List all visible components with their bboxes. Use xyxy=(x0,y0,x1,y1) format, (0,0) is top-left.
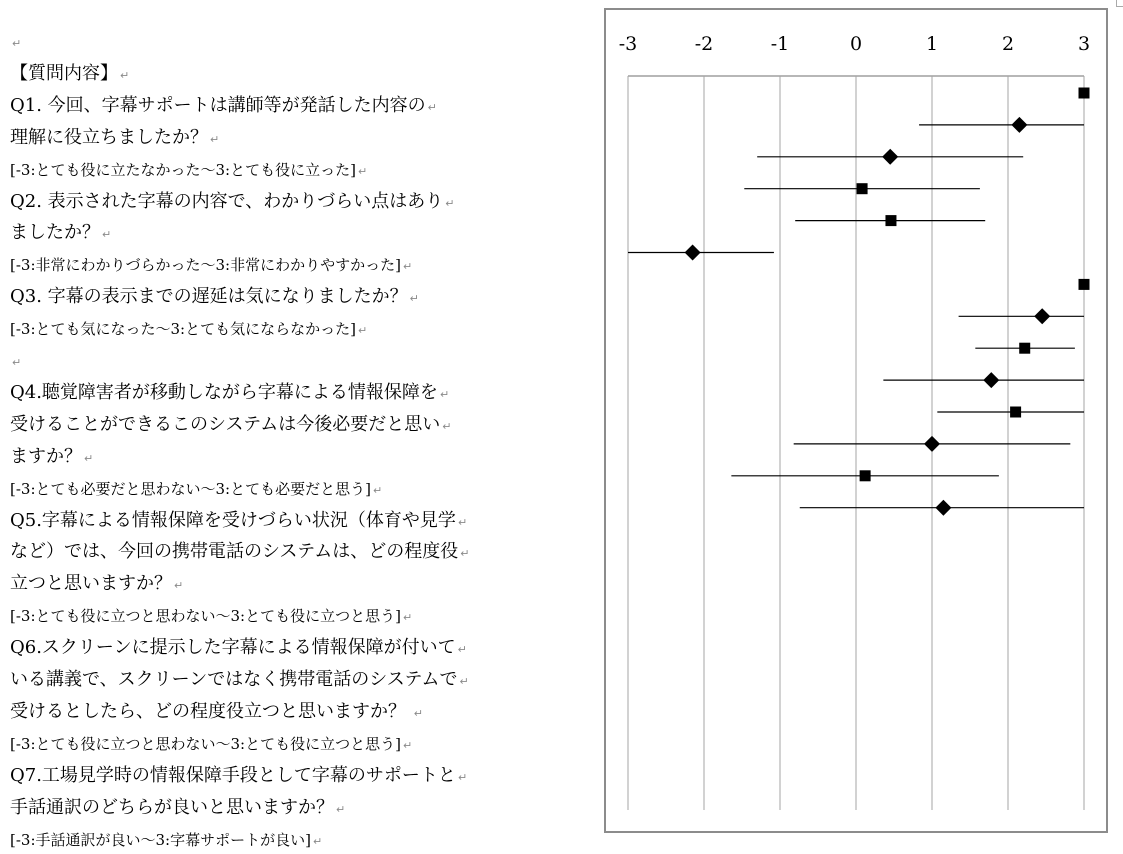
question-line xyxy=(10,540,469,566)
paragraph-mark-icon: ↵ xyxy=(336,802,346,816)
line-text: Q2. 表示された字幕の内容で、わかりづらい点はあり xyxy=(10,190,444,212)
x-tick-label: 2 xyxy=(1001,33,1015,55)
data-point-square-q4 xyxy=(1079,279,1090,290)
question-line xyxy=(10,572,183,598)
blank-line xyxy=(10,30,21,56)
line-text: ますか？ xyxy=(10,445,82,467)
question-line xyxy=(10,636,467,662)
question-line xyxy=(10,94,437,120)
line-text: Q1. 今回、字幕サポートは講師等が発話した内容の xyxy=(10,94,426,116)
paragraph-mark-icon: ↵ xyxy=(372,483,383,497)
scale-range-line xyxy=(10,477,382,503)
x-tick-label: -3 xyxy=(618,33,638,55)
paragraph-mark-icon: ↵ xyxy=(12,37,22,50)
paragraph-mark-icon: ↵ xyxy=(460,547,470,561)
paragraph-mark-icon: ↵ xyxy=(402,738,413,752)
question-line xyxy=(10,285,419,311)
line-text: ましたか？ xyxy=(10,222,100,244)
paragraph-mark-icon: ↵ xyxy=(12,356,22,369)
line-text: 立つと思いますか？ xyxy=(10,573,172,595)
paragraph-mark-icon: ↵ xyxy=(102,228,112,242)
data-point-diamond-q2 xyxy=(882,149,898,165)
line-text: 理解に役立ちましたか？ xyxy=(10,126,208,148)
paragraph-mark-icon: ↵ xyxy=(413,706,423,720)
question-line xyxy=(10,62,129,88)
line-text: [-3:とても役に立たなかった～3:とても役に立った] xyxy=(10,160,356,179)
question-line xyxy=(10,221,111,247)
paragraph-mark-icon: ↵ xyxy=(445,196,455,210)
scale-range-line xyxy=(10,732,412,758)
paragraph-mark-icon: ↵ xyxy=(457,643,467,657)
blank-line xyxy=(10,349,21,375)
line-text: など）では、今回の携帯電話のシステムは、どの程度役 xyxy=(10,541,459,563)
scale-range-line xyxy=(10,158,367,184)
x-tick-label: -2 xyxy=(694,33,714,55)
paragraph-mark-icon: ↵ xyxy=(409,292,419,306)
x-tick-label: 0 xyxy=(849,33,863,55)
line-text: Q7.工場見学時の情報保障手段として字幕のサポートと xyxy=(10,764,456,786)
line-text: [-3:非常にわかりづらかった～3:非常にわかりやすかった] xyxy=(10,256,401,275)
data-point-square-q7 xyxy=(860,470,871,481)
scale-range-line xyxy=(10,828,322,854)
scale-range-line xyxy=(10,604,412,630)
line-text: 【質問内容】 xyxy=(10,62,118,84)
likert-error-bar-chart xyxy=(606,10,1106,831)
question-line xyxy=(10,700,423,726)
paragraph-mark-icon: ↵ xyxy=(84,451,94,465)
paragraph-mark-icon: ↵ xyxy=(210,132,220,146)
question-line xyxy=(10,413,451,439)
line-text: Q4.聴覚障害者が移動しながら字幕による情報保障を xyxy=(10,381,438,403)
line-text: いる講義で、スクリーンではなく携帯電話のシステムで xyxy=(10,669,458,690)
data-point-square-q6 xyxy=(1010,407,1021,418)
paragraph-mark-icon: ↵ xyxy=(120,68,130,82)
line-text: Q6.スクリーンに提示した字幕による情報保障が付いて xyxy=(10,637,456,659)
x-tick-label: 1 xyxy=(925,33,939,55)
scale-range-line xyxy=(10,253,412,279)
data-point-square-q3 xyxy=(885,215,896,226)
paragraph-mark-icon: ↵ xyxy=(402,611,413,625)
question-line xyxy=(10,668,469,694)
paragraph-mark-icon: ↵ xyxy=(459,675,469,688)
paragraph-mark-icon: ↵ xyxy=(357,164,368,178)
paragraph-mark-icon: ↵ xyxy=(457,515,468,529)
line-text: Q5.字幕による情報保障を受けづらい状況（体育や見学 xyxy=(10,509,456,531)
data-point-diamond-q5 xyxy=(983,372,999,388)
data-point-square-q1 xyxy=(1079,88,1090,99)
question-line xyxy=(10,381,449,407)
line-text: [-3:とても必要だと思わない～3:とても必要だと思う] xyxy=(10,479,371,498)
question-line xyxy=(10,764,467,790)
x-tick-label: -1 xyxy=(770,33,790,55)
data-point-diamond-q6 xyxy=(924,436,940,452)
line-text: 受けるとしたら、どの程度役立つと思いますか？ xyxy=(10,700,412,722)
paragraph-mark-icon: ↵ xyxy=(442,419,452,433)
question-line xyxy=(10,126,219,152)
paragraph-mark-icon: ↵ xyxy=(312,834,323,848)
paragraph-mark-icon: ↵ xyxy=(457,770,468,784)
line-text: 手話通訳のどちらが良いと思いますか？ xyxy=(10,796,334,818)
question-line xyxy=(10,445,93,471)
paragraph-mark-icon: ↵ xyxy=(357,324,368,338)
line-text: Q3. 字幕の表示までの遅延は気になりましたか？ xyxy=(10,286,408,308)
paragraph-mark-icon: ↵ xyxy=(174,579,184,593)
question-line xyxy=(10,796,345,822)
data-point-square-q5 xyxy=(1019,343,1030,354)
data-point-diamond-q7 xyxy=(935,500,951,516)
line-text: [-3:手話通訳が良い～3:字幕サポートが良い] xyxy=(10,830,311,849)
question-line xyxy=(10,190,455,216)
data-point-diamond-q4 xyxy=(1034,308,1050,324)
paragraph-mark-icon: ↵ xyxy=(427,100,437,114)
line-text: [-3:とても気になった～3:とても気にならなかった] xyxy=(10,320,356,339)
line-text: [-3:とても役に立つと思わない～3:とても役に立つと思う] xyxy=(10,607,401,626)
chart-frame xyxy=(604,8,1108,833)
paragraph-mark-icon: ↵ xyxy=(402,260,413,274)
data-point-diamond-q3 xyxy=(685,245,701,261)
paragraph-mark-icon: ↵ xyxy=(439,387,450,401)
data-point-square-q2 xyxy=(857,183,868,194)
scale-range-line xyxy=(10,317,367,343)
line-text: 受けることができるこのシステムは今後必要だと思い xyxy=(10,413,441,435)
page-corner-mark xyxy=(1116,0,1123,7)
data-point-diamond-q1 xyxy=(1011,117,1027,133)
line-text: [-3:とても役に立つと思わない～3:とても役に立つと思う] xyxy=(10,734,401,753)
question-line xyxy=(10,509,467,535)
x-tick-label: 3 xyxy=(1077,33,1091,55)
